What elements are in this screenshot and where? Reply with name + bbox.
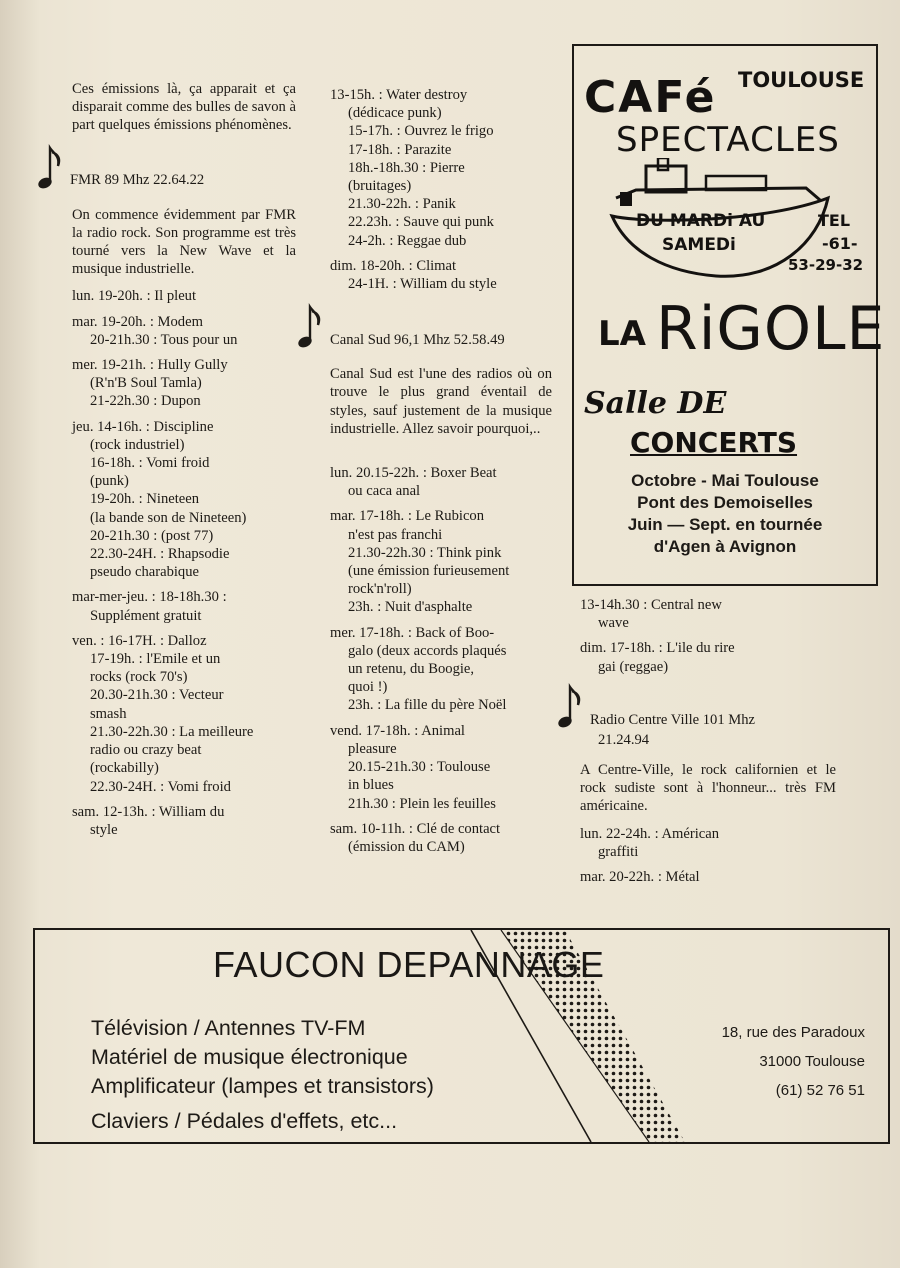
schedule-entry <box>330 820 552 856</box>
schedule-line: 13-14h.30 : Central new <box>580 597 722 613</box>
schedule-line: lun. 22-24h. : Américan <box>580 825 720 842</box>
boat-text-1: DU MARDi AU <box>636 211 766 231</box>
schedule-line: 20-21h.30 : (post 77) <box>90 527 214 544</box>
schedule-line: dim. 17-18h. : L'ile du rire <box>580 640 735 657</box>
address-city: 31000 Toulouse <box>759 1053 865 1070</box>
service-line: Amplificateur (lampes et transistors) <box>91 1074 434 1098</box>
schedule-line: mer. 17-18h. : Back of Boo- <box>330 624 495 641</box>
service-line: Matériel de musique électronique <box>91 1045 408 1069</box>
tel-number: 53-29-32 <box>788 256 864 274</box>
schedule-line: 24-2h. : Reggae dub <box>348 232 467 249</box>
station-description: A Centre-Ville, le rock californien et le rock sudiste sont à l'honneur... très FM américaine. <box>580 762 836 815</box>
schedule-entry <box>72 418 296 582</box>
schedule-line: galo (deux accords plaqués <box>348 642 507 659</box>
schedule-line: mar. 17-18h. : Le Rubicon <box>330 508 485 525</box>
schedule-line: vend. 17-18h. : Animal <box>330 722 465 739</box>
schedule-entry <box>72 313 296 349</box>
cafe-footer-line-4: d'Agen à Avignon <box>653 537 797 556</box>
schedule-entry <box>330 257 552 293</box>
schedule-line: sam. 10-11h. : Clé de contact <box>330 820 501 837</box>
schedule-line: 23h. : Nuit d'asphalte <box>348 599 473 616</box>
schedule-entry <box>72 632 296 796</box>
address-phone: (61) 52 76 51 <box>775 1082 865 1099</box>
schedule-line: un retenu, du Boogie, <box>348 661 475 678</box>
schedule-line: pleasure <box>348 740 397 757</box>
schedule-line: (émission du CAM) <box>348 838 465 855</box>
schedule-line: in blues <box>348 777 394 794</box>
schedule-list <box>72 287 296 839</box>
service-line: Claviers / Pédales d'effets, etc... <box>91 1109 398 1133</box>
schedule-entry <box>580 825 836 861</box>
schedule-entry <box>330 722 552 813</box>
intro-paragraph: Ces émissions là, ça apparait et ça disparait comme des bulles de savon à part quelques émissions phénomènes. <box>72 81 296 134</box>
schedule-line: mar. 19-20h. : Modem <box>72 313 203 330</box>
schedule-line: 18h.-18h.30 : Pierre <box>348 159 465 176</box>
schedule-entry <box>72 287 296 305</box>
schedule-line: mar. 20-22h. : Métal <box>580 869 700 886</box>
schedule-line: 21h.30 : Plein les feuilles <box>348 795 496 812</box>
schedule-line: ou caca anal <box>348 483 421 500</box>
music-note-icon <box>296 303 330 351</box>
schedule-line: n'est pas franchi <box>348 526 443 543</box>
schedule-line: rocks (rock 70's) <box>90 669 188 686</box>
station-name: Radio Centre Ville 101 Mhz <box>590 711 756 728</box>
schedule-line: 21-22h.30 : Dupon <box>90 393 201 410</box>
station-heading-fmr <box>36 144 296 192</box>
faucon-address <box>675 1018 865 1105</box>
column-2 <box>330 86 552 863</box>
schedule-line: quoi !) <box>348 679 388 696</box>
schedule-line: 20.15-21h.30 : Toulouse <box>348 759 491 776</box>
schedule-list <box>330 464 552 856</box>
station-name: FMR 89 Mhz 22.64.22 <box>70 172 205 189</box>
concerts-word: CONCERTS <box>630 426 798 459</box>
schedule-line: 24-1H. : William du style <box>348 276 497 293</box>
schedule-line: 13-15h. : Water destroy <box>330 87 468 103</box>
schedule-line: ven. : 16-17H. : Dalloz <box>72 632 207 649</box>
schedule-line: sam. 12-13h. : William du <box>72 803 225 820</box>
schedule-entry <box>72 356 296 411</box>
schedule-entry <box>330 464 552 500</box>
schedule-line: pseudo charabique <box>90 564 200 581</box>
schedule-line: smash <box>90 705 127 722</box>
schedule-line: 22.30-24H. : Vomi froid <box>90 778 231 795</box>
schedule-line: mer. 19-21h. : Hully Gully <box>72 357 228 374</box>
schedule-line: Supplément gratuit <box>90 607 202 624</box>
schedule-line: 21.30-22h.30 : Think pink <box>348 544 502 561</box>
spectacles-word: SPECTACLES <box>616 120 840 160</box>
schedule-line: 20.30-21h.30 : Vecteur <box>90 687 224 704</box>
schedule-line: 20-21h.30 : Tous pour un <box>90 331 238 348</box>
schedule-line: (rockabilly) <box>90 760 159 777</box>
schedule-line: 21.30-22h. : Panik <box>348 196 456 213</box>
cafe-spectacles-ad <box>572 44 886 586</box>
schedule-line: rock'n'roll) <box>348 581 412 598</box>
schedule-line: (bruitages) <box>348 178 412 195</box>
schedule-line: (punk) <box>90 473 129 490</box>
schedule-list-continued <box>580 596 836 676</box>
city-word: TOULOUSE <box>738 68 865 92</box>
station-phone: 21.24.94 <box>598 731 650 748</box>
schedule-entry <box>330 624 552 715</box>
schedule-line: style <box>90 821 118 838</box>
cafe-footer-line-1: Octobre - Mai Toulouse <box>631 471 819 490</box>
schedule-entry <box>72 803 296 839</box>
schedule-entry <box>72 588 296 624</box>
schedule-line: 17-19h. : l'Emile et un <box>90 651 221 668</box>
music-note-icon <box>36 144 70 192</box>
schedule-entry <box>330 507 552 616</box>
schedule-entry <box>580 596 836 632</box>
station-heading-canal-sud <box>296 303 552 351</box>
schedule-line: gai (reggae) <box>598 658 669 675</box>
schedule-line: 22.23h. : Sauve qui punk <box>348 214 494 231</box>
schedule-line: 16-18h. : Vomi froid <box>90 455 210 472</box>
schedule-entry <box>330 86 552 250</box>
schedule-list-continued <box>330 86 552 293</box>
rigole-word: RiGOLE <box>656 294 886 364</box>
schedule-line: 19-20h. : Nineteen <box>90 491 200 508</box>
schedule-line: jeu. 14-16h. : Discipline <box>72 418 214 435</box>
schedule-line: 21.30-22h.30 : La meilleure <box>90 723 254 740</box>
schedule-line: (une émission furieusement <box>348 563 510 580</box>
salle-word: Salle DE <box>584 386 727 421</box>
cafe-footer-line-2: Pont des Demoiselles <box>637 493 813 512</box>
address-street: 18, rue des Paradoux <box>721 1024 865 1041</box>
schedule-line: 22.30-24H. : Rhapsodie <box>90 546 230 563</box>
schedule-line: (la bande son de Nineteen) <box>90 509 247 526</box>
faucon-services <box>91 1014 434 1136</box>
cafe-word: CAFé <box>584 72 717 123</box>
station-description: Canal Sud est l'une des radios où on trouve le plus grand éventail de styles, sauf justement de la musique industrielle. Allez savoir pourquoi,.. <box>330 366 552 437</box>
schedule-line: mar-mer-jeu. : 18-18h.30 : <box>72 589 227 606</box>
schedule-list <box>580 825 836 887</box>
schedule-line: 17-18h. : Parazite <box>348 141 452 158</box>
schedule-line: (R'n'B Soul Tamla) <box>90 375 202 392</box>
tel-area: -61- <box>822 234 858 253</box>
station-heading-centre-ville <box>556 683 836 731</box>
schedule-line: wave <box>598 615 629 632</box>
faucon-title: FAUCON DEPANNAGE <box>213 944 605 985</box>
schedule-line: (dédicace punk) <box>348 105 442 122</box>
cafe-footer-line-3: Juin — Sept. en tournée <box>627 515 823 534</box>
la-word: LA <box>598 314 646 354</box>
schedule-entry <box>580 639 836 675</box>
column-1 <box>72 80 296 846</box>
station-description: On commence évidemment par FMR la radio rock. Son programme est très tourné vers la New Wave et la musique industrielle. <box>72 206 296 278</box>
music-note-icon <box>556 683 590 731</box>
schedule-line: radio ou crazy beat <box>90 742 202 759</box>
schedule-line: lun. 20.15-22h. : Boxer Beat <box>330 465 497 482</box>
service-line: Télévision / Antennes TV-FM <box>91 1016 366 1040</box>
station-name: Canal Sud 96,1 Mhz 52.58.49 <box>330 332 505 349</box>
boat-text-2: SAMEDi <box>662 235 736 255</box>
tel-label: TEL <box>818 211 851 230</box>
schedule-line: graffiti <box>598 843 639 860</box>
schedule-line: lun. 19-20h. : Il pleut <box>72 288 197 305</box>
schedule-line: 15-17h. : Ouvrez le frigo <box>348 123 494 140</box>
column-3 <box>580 596 836 893</box>
faucon-depannage-ad <box>33 928 890 1144</box>
schedule-entry <box>580 868 836 886</box>
schedule-line: (rock industriel) <box>90 436 185 453</box>
schedule-line: 23h. : La fille du père Noël <box>348 697 507 714</box>
schedule-line: dim. 18-20h. : Climat <box>330 257 457 274</box>
